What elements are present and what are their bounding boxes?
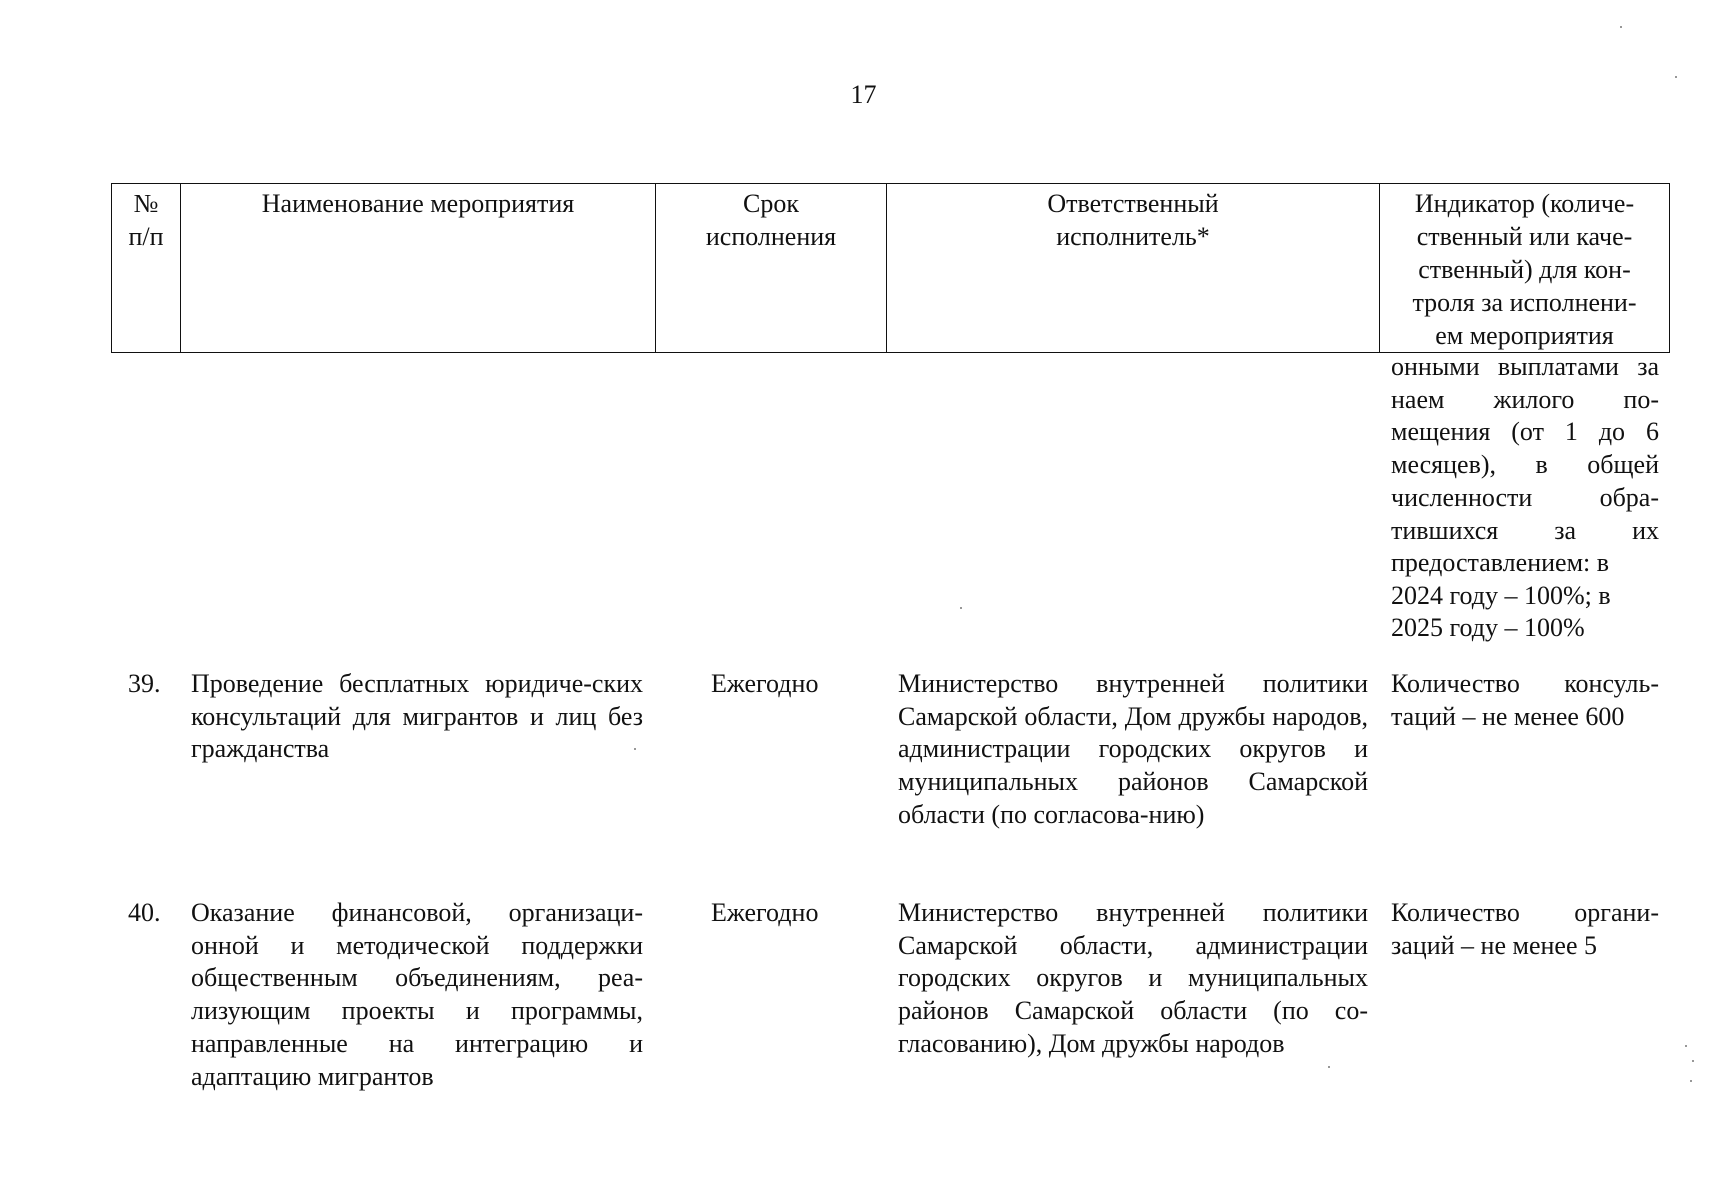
scan-speck <box>1685 1045 1687 1047</box>
page-number: 17 <box>850 80 877 109</box>
row-40-indicator: Количество органи-заций – не менее 5 <box>1391 898 1659 960</box>
scan-speck <box>960 607 962 609</box>
row-40-name: Оказание финансовой, организаци-онной и методической поддержки общественным объединениям, реа-лизующим проекты и программы, направленные на интеграцию и адаптацию мигрантов <box>191 898 643 1091</box>
header-deadline: Срок исполнения <box>656 184 887 353</box>
row-40-num: 40. <box>128 898 161 927</box>
row-40-responsible: Министерство внутренней политики Самарской области, администрации городских округов и муниципальных районов Самарской области (по со-гласованию), Дом дружбы народов <box>898 898 1368 1058</box>
table-header-row <box>112 184 1670 353</box>
header-num: № п/п <box>112 184 181 353</box>
row-40-deadline: Ежегодно <box>711 898 819 927</box>
row-39-name: Проведение бесплатных юридиче-ских консультаций для мигрантов и лиц без гражданства <box>191 669 643 764</box>
header-name: Наименование мероприятия <box>181 184 656 353</box>
header-responsible: Ответственный исполнитель* <box>887 184 1380 353</box>
row-39-deadline: Ежегодно <box>711 669 819 698</box>
scan-speck <box>1328 1066 1330 1068</box>
scan-speck <box>1620 26 1622 28</box>
header-indicator: Индикатор (количе-ственный или каче-ственный) для кон-троля за исполнени-ем мероприятия <box>1380 184 1670 353</box>
scan-speck <box>1675 76 1677 78</box>
continuation-indicator: онными выплатами за наем жилого по-мещения (от 1 до 6 месяцев), в общей численности обра-тившихся за их <box>1391 352 1659 545</box>
row-39-indicator: Количество консуль-таций – не менее 600 <box>1391 669 1659 731</box>
continuation-indicator-tail: предоставлением: в 2024 году – 100%; в 2025 году – 100% <box>1391 548 1611 643</box>
row-39-responsible: Министерство внутренней политики Самарской области, Дом дружбы народов, администрации городских округов и муниципальных районов Самарской области (по согласова-нию) <box>898 669 1368 829</box>
row-39-num: 39. <box>128 669 161 698</box>
scan-speck <box>634 748 636 750</box>
scan-speck <box>1692 1060 1694 1062</box>
scan-speck <box>1690 1080 1692 1082</box>
table-header <box>111 183 1670 353</box>
